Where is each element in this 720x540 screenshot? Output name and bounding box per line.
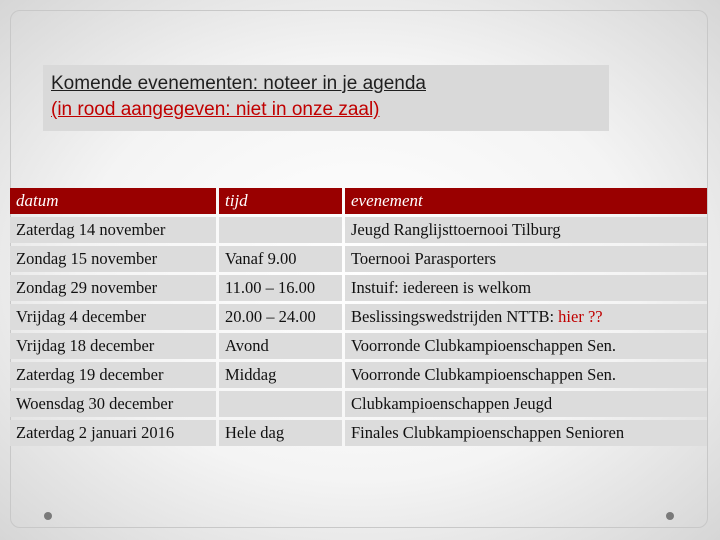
table-header-row [10, 188, 707, 214]
header-evenement: evenement [345, 188, 707, 214]
table-row [10, 304, 707, 330]
cell-tijd: 20.00 – 24.00 [219, 304, 342, 330]
cell-datum: Zondag 15 november [10, 246, 216, 272]
header-tijd: tijd [219, 188, 342, 214]
cell-evenement: Voorronde Clubkampioenschappen Sen. [345, 362, 707, 388]
cell-evenement: Voorronde Clubkampioenschappen Sen. [345, 333, 707, 359]
table-row [10, 362, 707, 388]
cell-datum: Vrijdag 4 december [10, 304, 216, 330]
cell-tijd: Avond [219, 333, 342, 359]
table-row [10, 333, 707, 359]
table-row [10, 275, 707, 301]
cell-evenement: Instuif: iedereen is welkom [345, 275, 707, 301]
cell-evenement: Jeugd Ranglijsttoernooi Tilburg [345, 217, 707, 243]
table-row [10, 246, 707, 272]
cell-datum: Zaterdag 2 januari 2016 [10, 420, 216, 446]
cell-datum: Vrijdag 18 december [10, 333, 216, 359]
table-row [10, 420, 707, 446]
table-row [10, 217, 707, 243]
cell-evenement [345, 304, 707, 330]
events-table [7, 185, 710, 449]
cell-tijd: Hele dag [219, 420, 342, 446]
cell-tijd: Middag [219, 362, 342, 388]
cell-evenement: Clubkampioenschappen Jeugd [345, 391, 707, 417]
cell-tijd [219, 217, 342, 243]
slide-title-box [43, 65, 609, 131]
cell-datum: Zaterdag 19 december [10, 362, 216, 388]
cell-evenement: Toernooi Parasporters [345, 246, 707, 272]
slide-subtitle: (in rood aangegeven: niet in onze zaal) [51, 99, 380, 120]
cell-tijd: 11.00 – 16.00 [219, 275, 342, 301]
table-row [10, 391, 707, 417]
cell-datum: Zondag 29 november [10, 275, 216, 301]
cell-tijd: Vanaf 9.00 [219, 246, 342, 272]
header-datum: datum [10, 188, 216, 214]
corner-dot-right-decoration [666, 512, 674, 520]
slide-title: Komende evenementen: noteer in je agenda [51, 73, 426, 94]
cell-evenement: Finales Clubkampioenschappen Senioren [345, 420, 707, 446]
cell-datum: Zaterdag 14 november [10, 217, 216, 243]
evenement-text: Beslissingswedstrijden NTTB: [351, 307, 555, 326]
cell-datum: Woensdag 30 december [10, 391, 216, 417]
corner-dot-left-decoration [44, 512, 52, 520]
cell-tijd [219, 391, 342, 417]
location-unknown-note: hier ?? [558, 307, 603, 326]
